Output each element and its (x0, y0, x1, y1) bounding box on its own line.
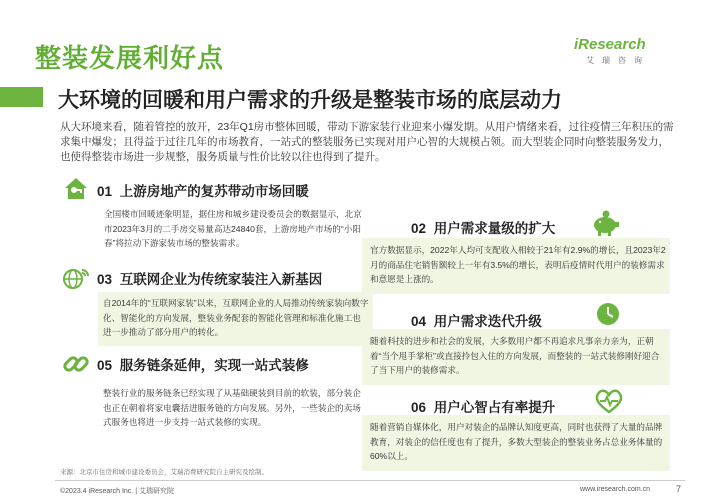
section-03-number: 03 (97, 272, 113, 287)
section-01-title: 上游房地产的复苏带动市场回暖 (119, 184, 309, 199)
section-02-number: 02 (411, 221, 427, 236)
section-04-number: 04 (411, 314, 427, 329)
section-04-heading (411, 310, 542, 330)
iresearch-logo (574, 36, 654, 66)
section-05-heading (97, 354, 309, 374)
page-subtitle: 大环境的回暖和用户需求的升级是整装市场的底层动力 (58, 89, 562, 112)
section-03-title: 互联网企业为传统家装注入新基因 (119, 272, 323, 287)
section-05-number: 05 (97, 358, 113, 373)
section-06-heading (411, 396, 555, 416)
section-02-heading (411, 217, 555, 237)
section-03-body: 自2014年的“互联网家装”以来，互联网企业的人局推动传统家装向数字化、智能化的方向发展，整装业务配套的智能化管理和标准化施工也进一步推动了部分用户的转化。 (103, 298, 369, 337)
section-04-title: 用户需求迭代升级 (433, 314, 542, 329)
section-03-heading (97, 268, 322, 288)
page-title: 整装发展利好点 (35, 43, 225, 73)
section-05-body: 整装行业的服务链条已经实现了从基础硬装到目前的软装，部分装企也正在朝着将家电囊括进服务链的方向发展。另外，一些装企的卖场式服务也将进一步支持一站式装修的实现。 (103, 388, 361, 427)
footer-divider (55, 480, 685, 481)
logo-sub-text: 艾瑞咨询 (586, 56, 650, 65)
section-04-body: 随着科技的进步和社会的发展，大多数用户都不再追求凡事亲力亲为，正朝着“当个甩手掌柜”或直接拎包入住的方向发展，而整装的一站式装修刚好迎合了当下用户的装修需求。 (370, 336, 660, 375)
section-01-heading (97, 180, 309, 200)
chain-link-icon (62, 350, 90, 378)
section-06-body: 随着营销自媒体化，用户对装企的品牌认知度更高，同时也获得了大量的品牌教育，对装企的信任度也有了提升，多数大型装企的整装业务占总业务体量的60%以上。 (370, 422, 663, 461)
website-link[interactable]: www.iresearch.com.cn (580, 486, 651, 493)
clock-icon (594, 300, 622, 328)
source-note: 来源：北京市住房和城市建设委员会，艾瑞消费研究院自主研究及绘制。 (60, 469, 268, 476)
section-06-number: 06 (411, 400, 427, 415)
globe-wifi-icon (62, 264, 90, 292)
section-01-body: 全国楼市回暖迹象明显，据住房和城乡建设委员会的数据显示，北京市2023年3月的二手房交易量高达24840套，上游房地产市场的“小阳春”将拉动下游家装市场的整装需求。 (104, 209, 362, 248)
copyright-text: ©2023.4 iResearch Inc. | 艾瑞研究院 (60, 488, 174, 495)
section-02-body: 官方数据显示，2022年人均可支配收入相较于21年有2.9%的增长，且2023年2月的商品住宅销售额较上一年有3.5%的增长，表明后疫情时代用户的装修需求和意愿是上涨的。 (370, 245, 666, 284)
piggy-bank-icon (590, 210, 620, 238)
logo-main-text: iResearch (574, 36, 646, 53)
section-02-title: 用户需求量级的扩大 (433, 221, 556, 236)
page-number: 7 (676, 484, 682, 494)
house-key-icon (62, 174, 90, 202)
section-05-title: 服务链条延伸，实现一站式装修 (119, 358, 309, 373)
subtitle-accent-bar (0, 87, 43, 107)
section-01-number: 01 (97, 184, 113, 199)
heartbeat-icon (594, 387, 624, 415)
intro-paragraph: 从大环境来看，随着管控的放开，23年Q1房市整体回暖，带动下游家装行业迎来小爆发期。从用户情绪来看，过往疫情三年积压的需求集中爆发；且得益于过往几年的市场教育，一站式的整装服务已实现对用户心智的大规模占领。而大型装企同时向整装服务发力，也使得整装市场进一步规整，服务质量与性价比较以往也得到了提升。 (60, 121, 674, 163)
section-06-title: 用户心智占有率提升 (433, 400, 556, 415)
